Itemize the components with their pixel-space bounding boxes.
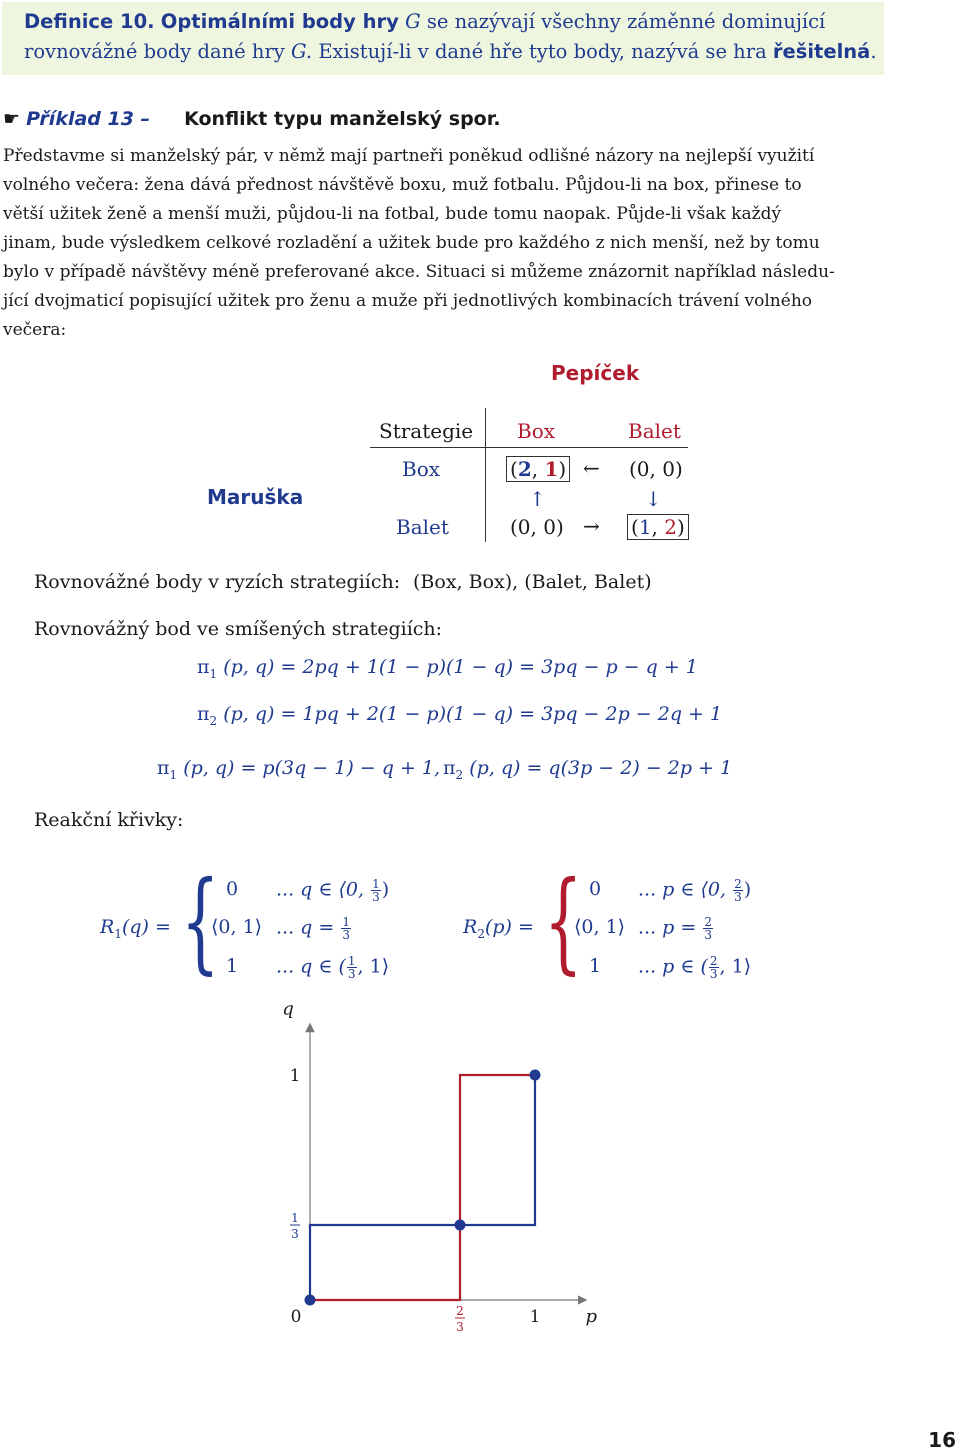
payoff-value: 1 — [544, 457, 559, 481]
matrix-cell-box-balet: (0, 0) — [629, 457, 683, 481]
payoff-value: 1 — [638, 515, 652, 539]
paragraph-line: večera: — [3, 320, 67, 340]
definition-label: Definice 10. — [24, 10, 155, 33]
chart-series — [305, 1070, 541, 1306]
arrow-left: ← — [583, 456, 600, 480]
definition-text-3: Existují-li v dané hře tyto body, nazývá se hra — [318, 40, 767, 63]
subscript: 2 — [477, 926, 485, 941]
equilibrium-point — [455, 1220, 466, 1231]
arrow-down: ↓ — [645, 487, 662, 511]
payoff-value: 2 — [664, 515, 677, 539]
r1-case-value: ⟨0, 1⟩ — [211, 916, 263, 938]
tick-frac-num: 2 — [456, 1304, 464, 1318]
arrow-right: → — [583, 514, 600, 538]
r1-brace: { — [181, 857, 220, 985]
frac-num: 2 — [734, 877, 742, 891]
column-player-name: Pepíček — [551, 361, 640, 385]
matrix-cell-balet-balet: (1, 2) — [627, 515, 689, 539]
tick-frac-num: 1 — [291, 1211, 299, 1225]
definition-term-2: řešitelná — [772, 40, 871, 63]
pi-symbol: π — [157, 757, 170, 779]
definition-text: se nazývají všechny záměnné dominující — [426, 10, 826, 33]
equation-text: (p, q) = p(3q − 1) − q + 1, — [183, 757, 441, 779]
equilibrium-point — [530, 1070, 541, 1081]
definition-symbol-2: G. — [291, 40, 313, 63]
x-tick-label — [455, 1304, 465, 1334]
frac-den: 3 — [342, 928, 350, 942]
definition-symbol: G — [405, 10, 421, 33]
r1-name: R — [100, 916, 115, 938]
subscript: 1 — [169, 767, 178, 782]
x-tick-label: 0 — [290, 1307, 302, 1327]
subscript: 2 — [209, 713, 218, 728]
paragraph-line: bylo v případě návštěvy méně preferované akce. Situaci si můžeme znázornit například následu- — [3, 262, 835, 282]
definition-text-2: rovnovážné body dané hry — [24, 40, 285, 63]
matrix-row-box-label: Box — [402, 457, 441, 481]
equation-text: (p, q) = 2pq + 1(1 − p)(1 − q) = 3pq − p − q + 1 — [223, 656, 698, 678]
pi-symbol: π — [197, 703, 210, 725]
y-tick-label: 1 — [289, 1066, 301, 1086]
reaction-curve-r2 — [310, 1075, 535, 1300]
chart-labels — [282, 998, 597, 1334]
matrix-cell-balet-box: (0, 0) — [510, 515, 564, 539]
x-axis-label: p — [585, 1306, 598, 1327]
r2-arg: (p) = — [484, 916, 534, 938]
paragraph-line: jící dvojmaticí popisující užitek pro ženu a muže při jednotlivých kombinacích trávení volného — [3, 291, 813, 311]
chart-axes — [310, 1026, 584, 1300]
pi-symbol: π — [197, 656, 210, 678]
r1-case-value: 0 — [226, 878, 239, 900]
paragraph-line: jinam, bude výsledkem celkové rozladění a užitek bude pro každého z nich menší, než by tomu — [3, 233, 820, 253]
r2-case-value: ⟨0, 1⟩ — [574, 916, 626, 938]
paragraph-line: volného večera: žena dává přednost návštěvě boxu, muž fotbalu. Půjdou-li na box, přinese to — [3, 175, 802, 195]
frac-num: 2 — [709, 954, 718, 968]
tick-frac-den: 3 — [456, 1320, 464, 1334]
r2-case-value: 1 — [589, 955, 602, 977]
definition-term: Optimálními body hry — [160, 10, 399, 33]
condition: ... q ∈ ⟨0, — [276, 878, 365, 901]
arrow-up: ↑ — [529, 487, 546, 511]
payoff-value: 2 — [517, 457, 532, 481]
paragraph-line: Představme si manželský pár, v němž mají partneři poněkud odlišné názory na nejlepší využití — [3, 146, 815, 166]
mixed-equilibrium-label: Rovnovážný bod ve smíšených strategiích: — [34, 618, 443, 640]
equilibrium-point — [305, 1295, 316, 1306]
page-number: 16 — [928, 1428, 956, 1452]
condition: ... p ∈ ⟨0, — [638, 878, 727, 901]
r1-case-value: 1 — [226, 955, 239, 977]
tick-frac-den: 3 — [291, 1227, 299, 1241]
hand-pointer-icon: ☛ — [3, 108, 21, 130]
paragraph-line: větší užitek ženě a menší muži, půjdou-li na fotbal, bude tomu naopak. Půjde-li však každý — [3, 204, 782, 224]
r2-case-value: 0 — [589, 878, 602, 900]
condition: ... q ∈ ( — [276, 955, 346, 978]
condition-close: , 1⟩ — [357, 955, 390, 978]
frac-num: 1 — [372, 877, 380, 891]
matrix-header-strategy: Strategie — [379, 419, 474, 443]
matrix-cell-box-box: (2, 1) — [506, 457, 570, 481]
definition-dot: . — [870, 40, 877, 63]
r1-arg: (q) = — [121, 916, 171, 938]
frac-den: 3 — [709, 967, 718, 981]
condition-close: ) — [743, 878, 752, 901]
frac-den: 3 — [347, 967, 356, 981]
subscript: 2 — [455, 767, 464, 782]
pure-equilibria-value: (Box, Box), (Balet, Balet) — [413, 571, 652, 593]
frac-num: 1 — [347, 954, 356, 968]
equation-text: (p, q) = 1pq + 2(1 − p)(1 − q) = 3pq − 2p − 2q + 1 — [223, 703, 723, 725]
reaction-curve-r1 — [310, 1075, 535, 1300]
y-axis-label: q — [282, 998, 294, 1020]
example-title: Konflikt typu manželský spor. — [184, 108, 501, 130]
condition: ... q = — [276, 916, 335, 939]
matrix-header-balet: Balet — [628, 419, 681, 443]
matrix-row-balet-label: Balet — [396, 515, 449, 539]
pure-equilibria-label: Rovnovážné body v ryzích strategiích: — [34, 571, 401, 593]
x-tick-label: 1 — [529, 1307, 541, 1327]
frac-num: 2 — [704, 915, 712, 929]
reaction-curves-label: Reakční křivky: — [34, 809, 184, 831]
pi-symbol: π — [443, 757, 456, 779]
condition: ... p ∈ ( — [638, 955, 708, 978]
subscript: 1 — [114, 926, 122, 941]
condition: ... p = — [638, 916, 697, 939]
y-tick-label — [290, 1211, 300, 1241]
equation-text: (p, q) = q(3p − 2) − 2p + 1 — [469, 757, 733, 779]
condition-close: , 1⟩ — [719, 955, 752, 978]
frac-num: 1 — [342, 915, 350, 929]
frac-den: 3 — [372, 890, 380, 904]
r2-name: R — [463, 916, 478, 938]
example-label: Příklad 13 – — [26, 108, 151, 130]
r2-brace: { — [544, 857, 583, 985]
matrix-header-box: Box — [517, 419, 556, 443]
row-player-name: Maruška — [207, 485, 304, 509]
frac-den: 3 — [734, 890, 742, 904]
frac-den: 3 — [704, 928, 712, 942]
subscript: 1 — [209, 666, 218, 681]
condition-close: ) — [381, 878, 390, 901]
